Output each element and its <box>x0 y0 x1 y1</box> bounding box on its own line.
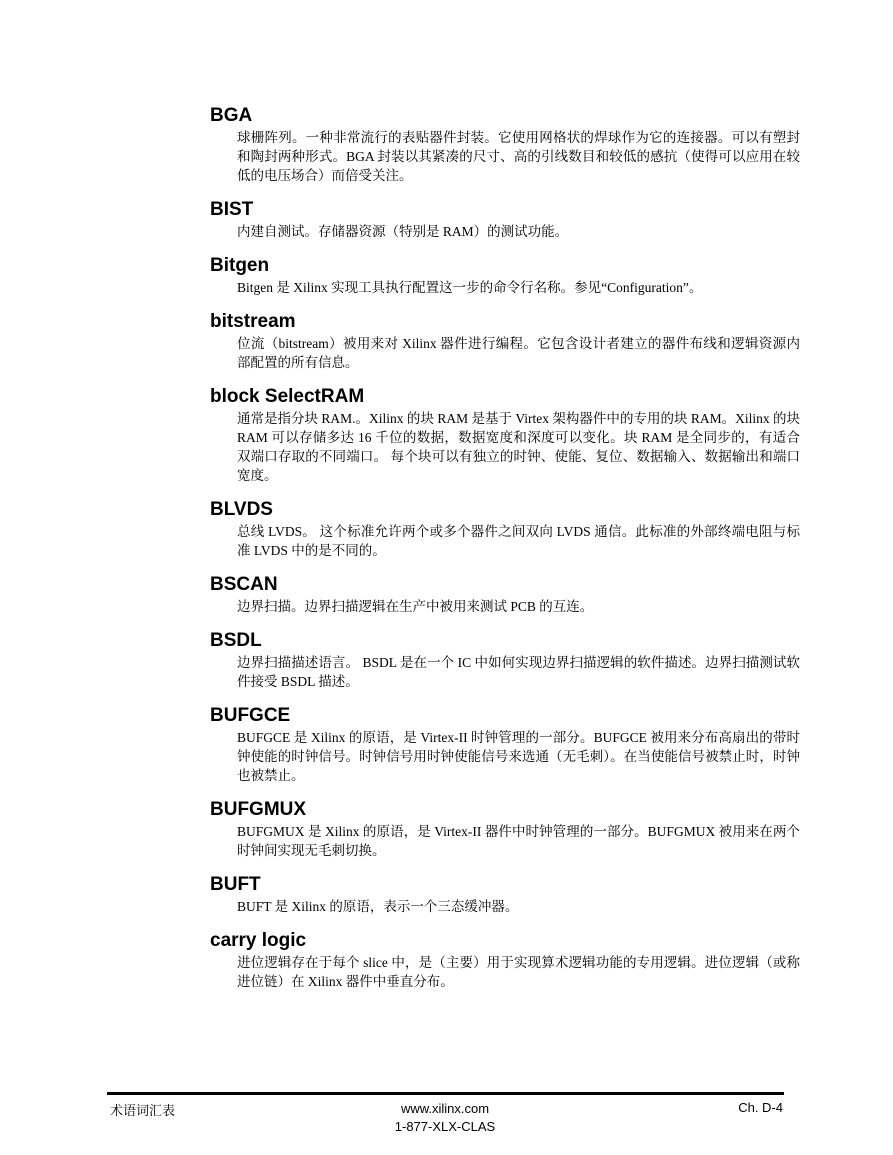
term-description: Bitgen 是 Xilinx 实现工具执行配置这一步的命令行名称。参见“Configuration”。 <box>237 280 703 295</box>
footer-divider <box>107 1092 784 1095</box>
term-heading: BUFGMUX <box>210 799 307 820</box>
term-heading: BLVDS <box>210 499 273 520</box>
glossary-entry <box>210 873 800 916</box>
footer-phone: 1-877-XLX-CLAS <box>394 1119 496 1134</box>
glossary-list <box>210 104 800 1004</box>
footer-website: www.xilinx.com <box>400 1101 490 1116</box>
footer-page-number: Ch. D-4 <box>738 1100 783 1115</box>
glossary-entry <box>210 798 800 860</box>
term-description: 总线 LVDS。 这个标准允许两个或多个器件之间双向 LVDS 通信。此标准的外部终端电阻与标准 LVDS 中的是不同的。 <box>237 524 800 558</box>
term-heading: BUFGCE <box>210 705 291 726</box>
glossary-entry <box>210 573 800 616</box>
glossary-entry <box>210 498 800 560</box>
glossary-entry <box>210 198 800 241</box>
glossary-entry <box>210 310 800 372</box>
term-description: 边界扫描描述语言。 BSDL 是在一个 IC 中如何实现边界扫描逻辑的软件描述。边界扫描测试软件接受 BSDL 描述。 <box>237 655 800 689</box>
term-description: 进位逻辑存在于每个 slice 中，是（主要）用于实现算术逻辑功能的专用逻辑。进位逻辑（或称进位链）在 Xilinx 器件中垂直分布。 <box>237 955 800 989</box>
term-description: 球栅阵列。一种非常流行的表贴器件封装。它使用网格状的焊球作为它的连接器。可以有塑封和陶封两种形式。BGA 封装以其紧凑的尺寸、高的引线数目和较低的感抗（使得可以应用在较低的电压场合）而倍受关注。 <box>237 130 800 183</box>
glossary-entry <box>210 704 800 785</box>
footer-contact <box>330 1100 560 1136</box>
term-heading: carry logic <box>210 930 307 951</box>
term-description: 内建自测试。存储器资源（特别是 RAM）的测试功能。 <box>237 224 569 239</box>
glossary-entry <box>210 385 800 485</box>
term-heading: BUFT <box>210 874 261 895</box>
footer-section-title: 术语词汇表 <box>110 1103 176 1118</box>
term-description: BUFT 是 Xilinx 的原语，表示一个三态缓冲器。 <box>237 899 519 914</box>
glossary-entry <box>210 929 800 991</box>
term-heading: block SelectRAM <box>210 386 365 407</box>
term-description: BUFGCE 是 Xilinx 的原语，是 Virtex-II 时钟管理的一部分。BUFGCE 被用来分布高扇出的带时钟使能的时钟信号。时钟信号用时钟使能信号来选通（无毛刺）。在当使能信号被禁止时，时钟也被禁止。 <box>237 730 800 783</box>
term-description: BUFGMUX 是 Xilinx 的原语，是 Virtex-II 器件中时钟管理的一部分。BUFGMUX 被用来在两个时钟间实现无毛刺切换。 <box>237 824 800 858</box>
term-heading: BIST <box>210 199 254 220</box>
term-heading: BGA <box>210 105 253 126</box>
term-description: 边界扫描。边界扫描逻辑在生产中被用来测试 PCB 的互连。 <box>237 599 594 614</box>
term-heading: BSDL <box>210 630 262 651</box>
glossary-entry <box>210 104 800 185</box>
term-heading: Bitgen <box>210 255 270 276</box>
term-heading: bitstream <box>210 311 296 332</box>
glossary-entry <box>210 629 800 691</box>
term-heading: BSCAN <box>210 574 278 595</box>
term-description: 位流（bitstream）被用来对 Xilinx 器件进行编程。它包含设计者建立的器件布线和逻辑资源内部配置的所有信息。 <box>237 336 800 370</box>
glossary-entry <box>210 254 800 297</box>
term-description: 通常是指分块 RAM.。Xilinx 的块 RAM 是基于 Virtex 架构器件中的专用的块 RAM。Xilinx 的块 RAM 可以存储多达 16 千位的数据，数据宽度和深度可以变化。块 RAM 是全同步的，有适合双端口存取的不同端口。 每个块可以有独立的时钟、使能、复位、数据输入、数据输出和端口宽度。 <box>237 411 800 483</box>
